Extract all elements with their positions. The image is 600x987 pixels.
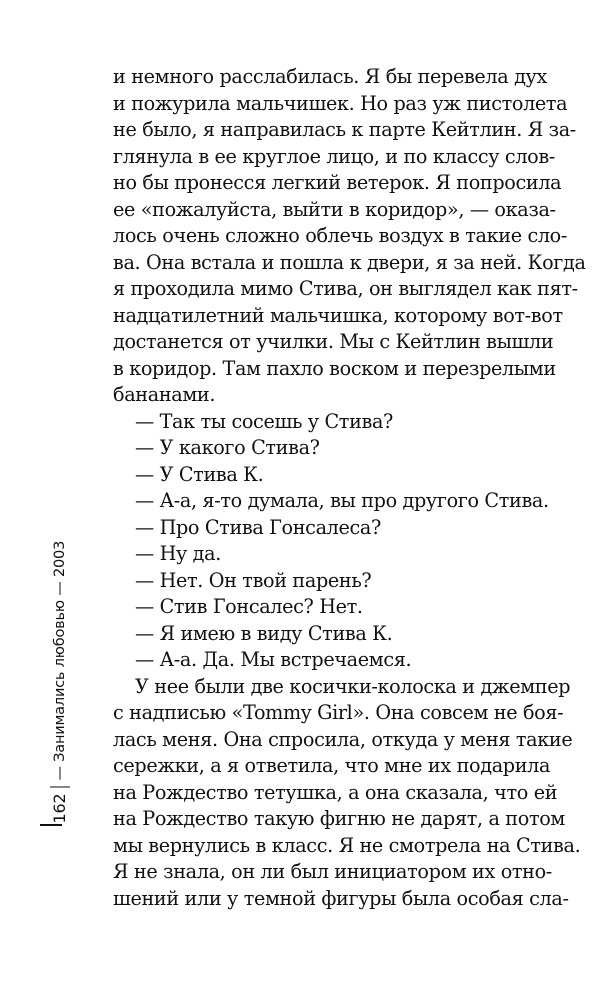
body-line: лось очень сложно облечь воздух в такие сло-: [113, 224, 568, 247]
body-line: бананами.: [113, 383, 216, 406]
dialogue-line: — Стив Гонсалес? Нет.: [135, 595, 363, 618]
body-line: надцатилетний мальчишка, которому вот-вот: [113, 303, 563, 327]
body-line: шений или у темной фигуры была особая сла-: [113, 886, 569, 910]
body-line: и пожурила мальчишек. Но раз уж пистолета: [113, 91, 568, 115]
running-head-title: — Занимались любовью — 2003: [52, 540, 68, 781]
dialogue-line: — А-а, я-то думала, вы про другого Стива.: [135, 489, 549, 512]
body-line: и немного расслабилась. Я бы перевела дух: [113, 65, 547, 88]
dialogue-line: — Так ты сосешь у Стива?: [135, 409, 393, 433]
body-line: на Рождество тетушка, а она сказала, что ей: [113, 780, 558, 804]
body-line: Я не знала, он ли был инициатором их отно-: [113, 860, 552, 883]
dialogue-line: — Ну да.: [135, 542, 221, 565]
body-line: лась меня. Она спросила, откуда у меня такие: [113, 727, 573, 751]
dialogue-line: — У какого Стива?: [135, 436, 320, 459]
body-text: [113, 64, 586, 912]
body-line: в коридор. Там пахло воском и перезрелыми: [113, 356, 556, 380]
dialogue-line: — У Стива К.: [135, 462, 264, 486]
body-line: сережки, а я ответила, что мне их подарила: [113, 754, 551, 777]
body-line: ва. Она встала и пошла к двери, я за ней. Когда: [113, 250, 586, 274]
dialogue-line: — Я имею в виду Стива К.: [135, 621, 393, 645]
body-line: У нее были две косички-колоска и джемпер: [135, 674, 571, 698]
body-line: достанется от училки. Мы с Кейтлин вышли: [113, 330, 554, 353]
body-line: с надписью «Tommy Girl». Она совсем не боя-: [113, 701, 564, 724]
dialogue-line: — А-а. Да. Мы встречаемся.: [135, 648, 412, 671]
dialogue-line: — Про Стива Гонсалеса?: [135, 515, 381, 539]
page-number: 162: [50, 786, 70, 823]
running-head: [48, 540, 72, 823]
body-line: но бы пронесся легкий ветерок. Я попросила: [113, 171, 562, 194]
body-line: не было, я направилась к парте Кейтлин. Я за-: [113, 118, 576, 141]
dialogue-line: — Нет. Он твой парень?: [135, 568, 372, 592]
body-line: глянула в ее круглое лицо, и по классу слов-: [113, 144, 555, 168]
body-line: на Рождество такую фигню не дарят, а потом: [113, 807, 565, 830]
folio-rule: [40, 824, 62, 826]
body-line: я проходила мимо Стива, он выглядел как пят-: [113, 277, 578, 300]
body-line: мы вернулись в класс. Я не смотрела на Стива.: [113, 833, 581, 857]
body-line: ее «пожалуйста, выйти в коридор», — оказа-: [113, 197, 556, 221]
